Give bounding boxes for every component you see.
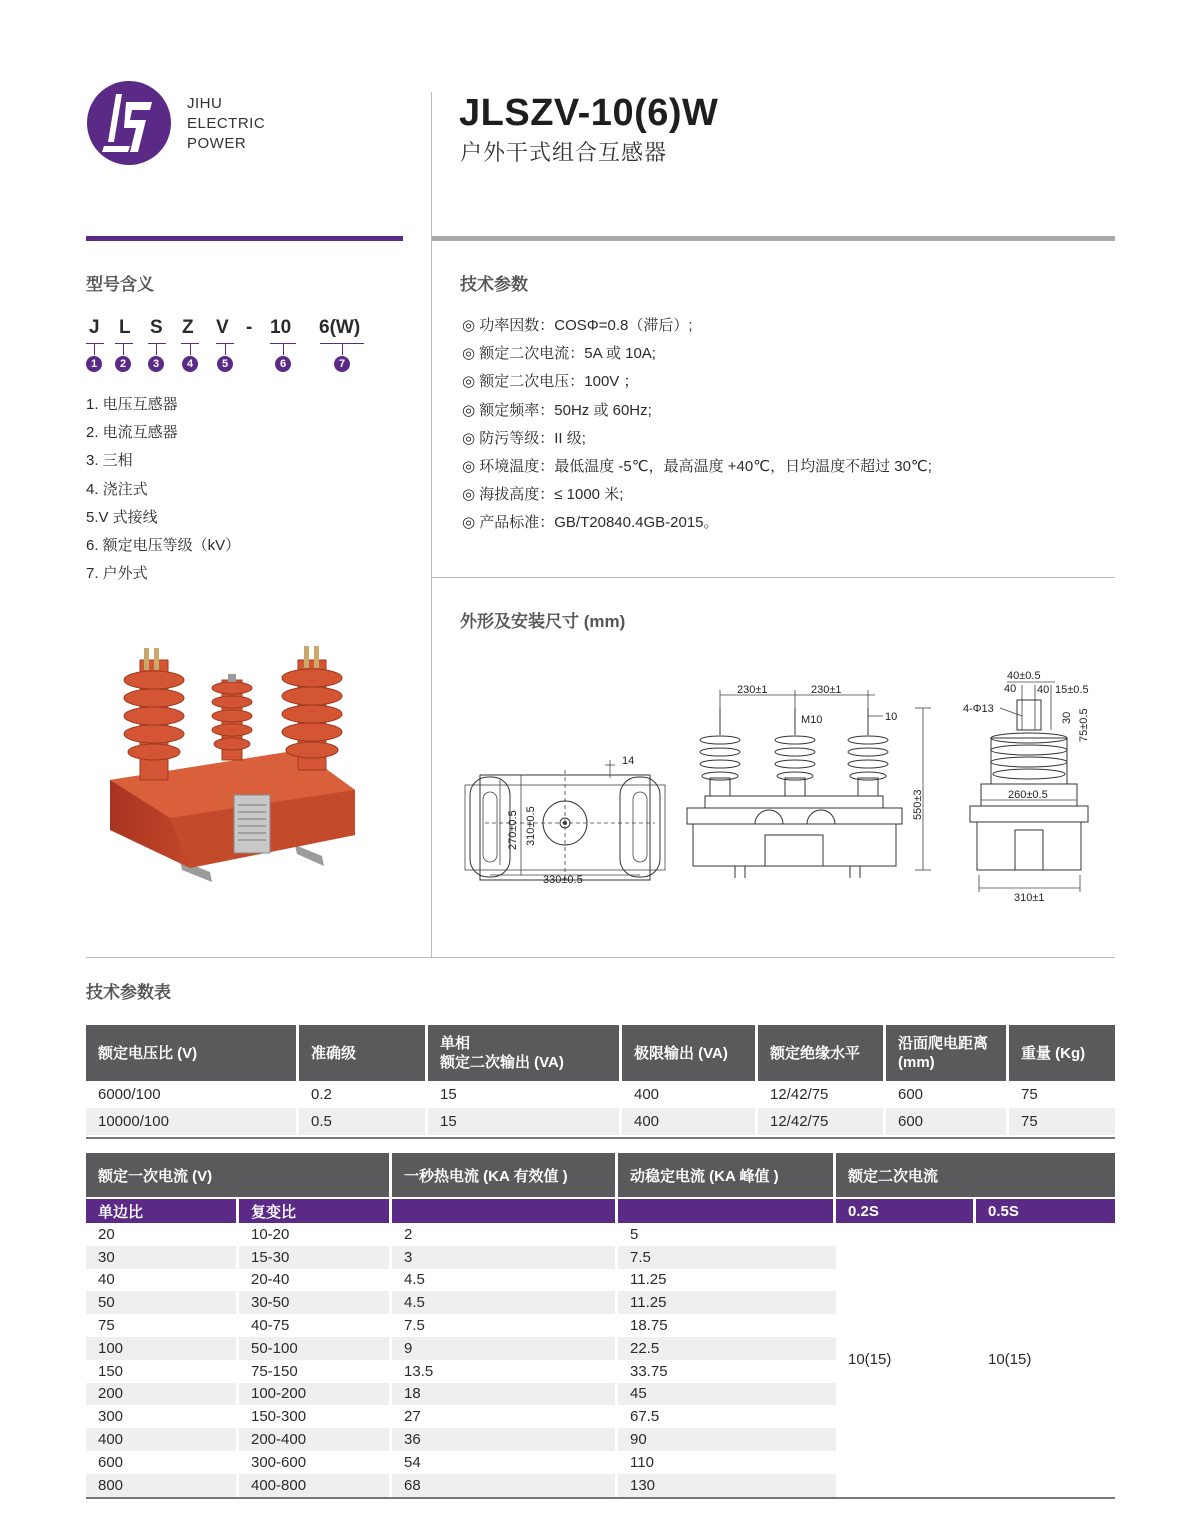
code-stem-1	[94, 343, 95, 355]
cell: 300-600	[239, 1451, 392, 1474]
product-name: 户外干式组合互感器	[460, 140, 668, 165]
cell: 150-300	[239, 1405, 392, 1428]
meaning-item: 5.V 式接线	[86, 508, 158, 526]
code-num-4: 4	[182, 356, 198, 372]
code-tick-2	[115, 343, 133, 344]
param-table	[86, 1025, 1115, 1135]
cell: 200-400	[239, 1428, 392, 1451]
dim-550: 550±3	[912, 789, 924, 820]
param-item: ◎ 额定频率：50Hz 或 60Hz;	[462, 401, 652, 419]
header-insulation: 额定绝缘水平	[758, 1025, 886, 1081]
code-tick-1	[86, 343, 104, 344]
header-rated-primary: 额定一次电流 (V)	[86, 1153, 392, 1197]
cell: 200	[86, 1383, 239, 1406]
cell: 18.75	[630, 1317, 668, 1335]
side-view	[963, 670, 1090, 904]
cell: 12/42/75	[758, 1108, 886, 1135]
code-stem-2	[123, 343, 124, 355]
cell: 3	[392, 1246, 618, 1269]
dim-40-c: 40	[1037, 684, 1050, 696]
cell: 15	[428, 1081, 622, 1108]
top-view	[465, 755, 665, 886]
cell: 9	[392, 1337, 618, 1360]
subheader-single-ratio: 单边比	[86, 1197, 239, 1223]
code-letter-1: J	[89, 317, 100, 338]
code-stem-7	[342, 343, 343, 355]
brand-line-2: ELECTRIC	[187, 115, 266, 132]
subheader-02s: 0.2S	[836, 1197, 976, 1223]
param-item: ◎ 环境温度：最低温度 -5℃，最高温度 +40℃，日均温度不超过 30℃;	[462, 458, 932, 476]
cell: 400	[86, 1428, 239, 1451]
dim-310-vertical: 310±0.5	[525, 806, 537, 846]
cell: 20-40	[239, 1269, 392, 1292]
subheader-05s: 0.5S	[976, 1197, 1115, 1223]
param-item: ◎ 海拔高度：≤ 1000 米;	[462, 486, 624, 504]
cell: 4.5	[392, 1291, 618, 1314]
accent-bar-right	[432, 236, 1115, 241]
dim-15: 15±0.5	[1055, 684, 1089, 696]
cell: 27	[392, 1405, 618, 1428]
header-voltage-ratio: 额定电压比 (V)	[86, 1025, 299, 1081]
meaning-item: 4. 浇注式	[86, 480, 148, 498]
param-item: ◎ 功率因数：COSΦ=0.8（滞后）;	[462, 317, 693, 334]
param-item: ◎ 防污等级：II 级;	[462, 429, 586, 447]
product-model: JLSZV-10(6)W	[459, 92, 719, 134]
model-meaning-list	[86, 391, 240, 588]
param-table-bottom-rule	[86, 1137, 1115, 1139]
cell: 12/42/75	[758, 1081, 886, 1108]
code-letter-2: L	[119, 317, 131, 338]
cell: 100-200	[239, 1383, 392, 1406]
brand-line-3: POWER	[187, 135, 247, 152]
dim-30: 30	[1061, 711, 1073, 724]
header-thermal-current: 一秒热电流 (KA 有效值 )	[392, 1153, 618, 1197]
cell: 400	[622, 1081, 758, 1108]
cell: 0.2	[299, 1081, 428, 1108]
cell: 800	[86, 1474, 239, 1497]
cell: 10000/100	[86, 1108, 299, 1135]
cell: 2	[392, 1223, 618, 1246]
dim-330: 330±0.5	[543, 874, 583, 886]
dim-14: 14	[622, 755, 635, 767]
product-photo	[100, 640, 370, 890]
code-stem-6	[283, 343, 284, 355]
header-accuracy: 准确级	[299, 1025, 428, 1081]
cell: 75	[86, 1314, 239, 1337]
cell: 5	[618, 1223, 836, 1246]
meaning-item: 2. 电流互感器	[86, 424, 178, 442]
meaning-item: 7. 户外式	[86, 565, 148, 583]
current-table-subheader	[86, 1197, 1115, 1223]
divider-params	[432, 577, 1115, 578]
cell: 67.5	[630, 1408, 660, 1426]
vertical-divider	[431, 92, 432, 958]
param-item: ◎ 额定二次电流：5A 或 10A;	[462, 345, 656, 363]
cell: 7.5	[392, 1314, 618, 1337]
current-table-header	[86, 1153, 1115, 1197]
cell: 100	[86, 1337, 239, 1360]
front-view	[687, 684, 931, 878]
dimensions-heading: 外形及安装尺寸 (mm)	[460, 612, 626, 631]
cell: 30	[86, 1246, 239, 1269]
dimension-drawing	[455, 660, 1115, 910]
meaning-item: 1. 电压互感器	[86, 396, 178, 413]
cell: 75	[1009, 1108, 1115, 1135]
cell: 600	[886, 1108, 1009, 1135]
cell: 50-100	[239, 1337, 392, 1360]
header-weight: 重量 (Kg)	[1009, 1025, 1115, 1081]
model-code	[86, 317, 386, 377]
dim-40-a: 40±0.5	[1007, 670, 1041, 682]
cell: 45	[618, 1383, 836, 1406]
cell: 20	[86, 1223, 239, 1246]
cell: 36	[392, 1428, 618, 1451]
cell: 50	[86, 1291, 239, 1314]
cell: 30-50	[239, 1291, 392, 1314]
code-stem-4	[190, 343, 191, 355]
code-num-1: 1	[86, 356, 102, 372]
cell: 0.5	[299, 1108, 428, 1135]
dim-270: 270±0.5	[507, 810, 519, 850]
cell: 150	[86, 1360, 239, 1383]
cell: 40	[86, 1269, 239, 1292]
header-limit-output: 极限输出 (VA)	[622, 1025, 758, 1081]
dim-75: 75±0.5	[1078, 708, 1090, 742]
cell: 11.25	[630, 1271, 667, 1289]
accent-bar-left	[86, 236, 403, 241]
cell: 7.5	[618, 1246, 836, 1269]
header-dynamic-current: 动稳定电流 (KA 峰值 )	[618, 1153, 836, 1197]
company-logo	[86, 80, 172, 166]
cell: 15-30	[239, 1246, 392, 1269]
divider-drawing	[86, 957, 1115, 958]
code-num-6: 6	[275, 356, 291, 372]
dim-m10: M10	[801, 714, 823, 726]
param-item: ◎ 产品标准：GB/T20840.4GB-2015。	[462, 514, 719, 532]
code-letter-5: V	[216, 317, 229, 338]
subheader-multi-ratio: 复变比	[239, 1197, 392, 1223]
code-tick-3	[148, 343, 166, 344]
brand-line-1: JIHU	[187, 95, 223, 112]
cell: 400-800	[239, 1474, 392, 1497]
header-rated-output: 单相 额定二次输出 (VA)	[428, 1025, 622, 1081]
dim-40-b: 40	[1004, 683, 1017, 695]
tech-params-list	[462, 312, 932, 538]
cell: 10-20	[239, 1223, 392, 1246]
cell: 68	[392, 1474, 618, 1497]
cell: 6000/100	[86, 1081, 299, 1108]
code-stem-3	[156, 343, 157, 355]
table-row	[86, 1108, 1115, 1135]
logo-mark-icon	[86, 80, 172, 166]
tech-params-heading: 技术参数	[460, 275, 528, 294]
brand-name	[187, 94, 265, 154]
table-row	[86, 1081, 1115, 1108]
dim-230-a: 230±1	[737, 684, 768, 696]
cell: 33.75	[630, 1362, 668, 1380]
cell: 300	[86, 1405, 239, 1428]
dim-230-b: 230±1	[811, 684, 842, 696]
code-num-7: 7	[334, 356, 350, 372]
code-num-5: 5	[217, 356, 233, 372]
meaning-item: 6. 额定电压等级（kV）	[86, 537, 241, 555]
code-stem-5	[225, 343, 226, 355]
header-creepage: 沿面爬电距离 (mm)	[886, 1025, 1009, 1081]
dim-10: 10	[885, 711, 898, 723]
code-dash: -	[246, 317, 253, 338]
dim-310: 310±1	[1014, 892, 1045, 904]
code-num-3: 3	[148, 356, 164, 372]
code-letter-3: S	[150, 317, 163, 338]
code-letter-6: 10	[270, 317, 292, 338]
cell: 400	[622, 1108, 758, 1135]
cell: 75	[1021, 1086, 1038, 1103]
cell: 90	[618, 1428, 836, 1451]
cell: 130	[618, 1474, 836, 1497]
cell: 15	[428, 1108, 622, 1135]
cell: 4.5	[392, 1269, 618, 1292]
current-table	[86, 1153, 1115, 1497]
cell: 600	[86, 1451, 239, 1474]
cell: 22.5	[618, 1337, 836, 1360]
cell: 13.5	[392, 1360, 618, 1383]
cell: 11.25	[618, 1291, 836, 1314]
dim-260: 260±0.5	[1008, 789, 1048, 801]
model-meaning-heading: 型号含义	[86, 275, 154, 294]
param-table-header	[86, 1025, 1115, 1081]
cell: 110	[630, 1453, 654, 1471]
subheader-empty	[618, 1197, 836, 1223]
cell: 54	[392, 1451, 618, 1474]
param-table-heading: 技术参数表	[86, 983, 171, 1002]
secondary-05s-value: 10(15)	[988, 1351, 1032, 1369]
code-letter-4: Z	[182, 317, 194, 338]
meaning-item: 3. 三相	[86, 452, 133, 470]
cell: 40-75	[239, 1314, 392, 1337]
param-item: ◎ 额定二次电压：100V ；	[462, 373, 639, 391]
subheader-empty	[392, 1197, 618, 1223]
code-letter-7: 6(W)	[319, 317, 361, 338]
secondary-02s-value: 10(15)	[836, 1223, 976, 1497]
cell: 18	[392, 1383, 618, 1406]
code-num-2: 2	[115, 356, 131, 372]
header-rated-secondary: 额定二次电流	[836, 1153, 1115, 1197]
table-row	[86, 1223, 1115, 1246]
current-table-body	[86, 1223, 1115, 1497]
dim-phi13: 4-Φ13	[963, 703, 994, 715]
cell: 75-150	[239, 1360, 392, 1383]
cell: 600	[886, 1081, 1009, 1108]
current-table-bottom-rule	[86, 1497, 1115, 1499]
